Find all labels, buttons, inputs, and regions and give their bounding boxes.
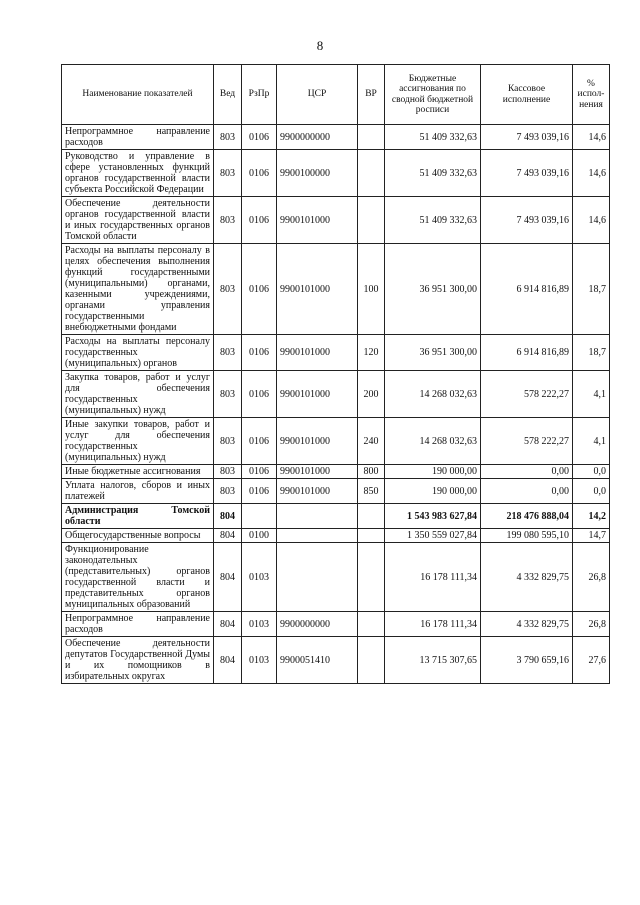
cell-rzpr: 0103 bbox=[242, 543, 277, 612]
cell-budget: 51 409 332,63 bbox=[385, 197, 481, 244]
cell-pct: 26,8 bbox=[573, 543, 610, 612]
cell-cash: 0,00 bbox=[481, 465, 573, 479]
cell-budget: 190 000,00 bbox=[385, 465, 481, 479]
table-row bbox=[62, 197, 610, 244]
cell-pct: 0,0 bbox=[573, 479, 610, 504]
cell-vr: 240 bbox=[358, 418, 385, 465]
cell-cash: 578 222,27 bbox=[481, 371, 573, 418]
header-name: Наименование показателей bbox=[62, 65, 214, 125]
cell-csr bbox=[277, 504, 358, 529]
table-body bbox=[62, 125, 610, 684]
cell-csr: 9900100000 bbox=[277, 150, 358, 197]
cell-cash: 6 914 816,89 bbox=[481, 244, 573, 335]
cell-pct: 14,7 bbox=[573, 529, 610, 543]
cell-pct: 14,6 bbox=[573, 125, 610, 150]
table-row bbox=[62, 125, 610, 150]
cell-ved: 803 bbox=[214, 197, 242, 244]
cell-pct: 0,0 bbox=[573, 465, 610, 479]
header-cash: Кассовое исполнение bbox=[481, 65, 573, 125]
cell-rzpr: 0106 bbox=[242, 125, 277, 150]
cell-csr bbox=[277, 543, 358, 612]
cell-vr bbox=[358, 504, 385, 529]
cell-csr: 9900000000 bbox=[277, 125, 358, 150]
cell-vr bbox=[358, 197, 385, 244]
cell-name: Расходы на выплаты персоналу в целях обеспечения выполнения функций государственными (муниципальными) органами, казенными учреждениями, органами управления государственными внебюджетными фондами bbox=[62, 244, 214, 335]
budget-table bbox=[61, 64, 610, 684]
cell-ved: 804 bbox=[214, 504, 242, 529]
cell-cash: 7 493 039,16 bbox=[481, 150, 573, 197]
table-row bbox=[62, 244, 610, 335]
cell-name: Расходы на выплаты персоналу государственных (муниципальных) органов bbox=[62, 335, 214, 371]
cell-budget: 16 178 111,34 bbox=[385, 543, 481, 612]
cell-budget: 13 715 307,65 bbox=[385, 637, 481, 684]
cell-cash: 4 332 829,75 bbox=[481, 612, 573, 637]
cell-cash: 578 222,27 bbox=[481, 418, 573, 465]
cell-pct: 4,1 bbox=[573, 418, 610, 465]
cell-budget: 51 409 332,63 bbox=[385, 125, 481, 150]
cell-pct: 14,2 bbox=[573, 504, 610, 529]
cell-budget: 1 350 559 027,84 bbox=[385, 529, 481, 543]
cell-csr: 9900101000 bbox=[277, 465, 358, 479]
cell-vr bbox=[358, 543, 385, 612]
cell-cash: 7 493 039,16 bbox=[481, 197, 573, 244]
cell-rzpr: 0100 bbox=[242, 529, 277, 543]
cell-name: Иные закупки товаров, работ и услуг для обеспечения государственных (муниципальных) нужд bbox=[62, 418, 214, 465]
cell-ved: 804 bbox=[214, 612, 242, 637]
cell-csr: 9900101000 bbox=[277, 418, 358, 465]
cell-rzpr: 0106 bbox=[242, 371, 277, 418]
table-row bbox=[62, 543, 610, 612]
cell-vr bbox=[358, 529, 385, 543]
cell-csr: 9900000000 bbox=[277, 612, 358, 637]
table-row bbox=[62, 637, 610, 684]
cell-rzpr: 0106 bbox=[242, 244, 277, 335]
cell-budget: 51 409 332,63 bbox=[385, 150, 481, 197]
cell-csr: 9900101000 bbox=[277, 335, 358, 371]
cell-cash: 3 790 659,16 bbox=[481, 637, 573, 684]
cell-rzpr: 0106 bbox=[242, 150, 277, 197]
table-row bbox=[62, 612, 610, 637]
cell-ved: 803 bbox=[214, 244, 242, 335]
cell-cash: 6 914 816,89 bbox=[481, 335, 573, 371]
cell-vr: 850 bbox=[358, 479, 385, 504]
cell-pct: 18,7 bbox=[573, 244, 610, 335]
cell-name: Непрограммное направление расходов bbox=[62, 612, 214, 637]
cell-vr bbox=[358, 612, 385, 637]
cell-ved: 804 bbox=[214, 637, 242, 684]
cell-vr: 800 bbox=[358, 465, 385, 479]
cell-name: Администрация Томской области bbox=[62, 504, 214, 529]
cell-vr bbox=[358, 637, 385, 684]
header-ved: Вед bbox=[214, 65, 242, 125]
cell-name: Обеспечение деятельности органов государственной власти и иных государственных органов Томской области bbox=[62, 197, 214, 244]
table-row bbox=[62, 371, 610, 418]
cell-rzpr: 0106 bbox=[242, 335, 277, 371]
cell-name: Иные бюджетные ассигнования bbox=[62, 465, 214, 479]
cell-budget: 36 951 300,00 bbox=[385, 335, 481, 371]
cell-budget: 14 268 032,63 bbox=[385, 418, 481, 465]
table-header-row bbox=[62, 65, 610, 125]
cell-vr bbox=[358, 125, 385, 150]
table-row bbox=[62, 529, 610, 543]
cell-budget: 36 951 300,00 bbox=[385, 244, 481, 335]
cell-ved: 803 bbox=[214, 479, 242, 504]
header-vr: ВР bbox=[358, 65, 385, 125]
cell-cash: 199 080 595,10 bbox=[481, 529, 573, 543]
cell-cash: 4 332 829,75 bbox=[481, 543, 573, 612]
table-row bbox=[62, 504, 610, 529]
cell-ved: 803 bbox=[214, 125, 242, 150]
cell-rzpr: 0106 bbox=[242, 479, 277, 504]
cell-rzpr bbox=[242, 504, 277, 529]
header-csr: ЦСР bbox=[277, 65, 358, 125]
cell-cash: 218 476 888,04 bbox=[481, 504, 573, 529]
header-budget: Бюджетные ассигнования по сводной бюджетной росписи bbox=[385, 65, 481, 125]
cell-rzpr: 0106 bbox=[242, 197, 277, 244]
cell-cash: 0,00 bbox=[481, 479, 573, 504]
cell-pct: 4,1 bbox=[573, 371, 610, 418]
table-row bbox=[62, 150, 610, 197]
cell-budget: 16 178 111,34 bbox=[385, 612, 481, 637]
cell-name: Обеспечение деятельности депутатов Государственной Думы и их помощников в избирательных округах bbox=[62, 637, 214, 684]
cell-pct: 27,6 bbox=[573, 637, 610, 684]
table-row bbox=[62, 479, 610, 504]
cell-budget: 190 000,00 bbox=[385, 479, 481, 504]
cell-ved: 804 bbox=[214, 543, 242, 612]
cell-csr bbox=[277, 529, 358, 543]
cell-ved: 803 bbox=[214, 418, 242, 465]
cell-rzpr: 0103 bbox=[242, 612, 277, 637]
table-row bbox=[62, 418, 610, 465]
cell-rzpr: 0103 bbox=[242, 637, 277, 684]
cell-pct: 26,8 bbox=[573, 612, 610, 637]
cell-pct: 14,6 bbox=[573, 197, 610, 244]
cell-budget: 14 268 032,63 bbox=[385, 371, 481, 418]
cell-budget: 1 543 983 627,84 bbox=[385, 504, 481, 529]
cell-vr: 120 bbox=[358, 335, 385, 371]
header-rzpr: РзПр bbox=[242, 65, 277, 125]
cell-name: Функционирование законодательных (представительных) органов государственной власти и представительных органов муниципальных образований bbox=[62, 543, 214, 612]
cell-ved: 803 bbox=[214, 465, 242, 479]
page-number: 8 bbox=[316, 38, 324, 53]
cell-ved: 804 bbox=[214, 529, 242, 543]
cell-pct: 18,7 bbox=[573, 335, 610, 371]
cell-cash: 7 493 039,16 bbox=[481, 125, 573, 150]
header-pct: % испол-нения bbox=[573, 65, 610, 125]
table-row bbox=[62, 335, 610, 371]
cell-ved: 803 bbox=[214, 371, 242, 418]
cell-vr bbox=[358, 150, 385, 197]
cell-rzpr: 0106 bbox=[242, 465, 277, 479]
cell-csr: 9900101000 bbox=[277, 479, 358, 504]
cell-csr: 9900051410 bbox=[277, 637, 358, 684]
cell-vr: 200 bbox=[358, 371, 385, 418]
cell-csr: 9900101000 bbox=[277, 244, 358, 335]
cell-pct: 14,6 bbox=[573, 150, 610, 197]
cell-ved: 803 bbox=[214, 150, 242, 197]
cell-name: Уплата налогов, сборов и иных платежей bbox=[62, 479, 214, 504]
cell-name: Руководство и управление в сфере установленных функций органов государственной власти субъекта Российской Федерации bbox=[62, 150, 214, 197]
cell-csr: 9900101000 bbox=[277, 371, 358, 418]
cell-ved: 803 bbox=[214, 335, 242, 371]
cell-rzpr: 0106 bbox=[242, 418, 277, 465]
cell-name: Общегосударственные вопросы bbox=[62, 529, 214, 543]
cell-csr: 9900101000 bbox=[277, 197, 358, 244]
cell-name: Закупка товаров, работ и услуг для обеспечения государственных (муниципальных) нужд bbox=[62, 371, 214, 418]
cell-vr: 100 bbox=[358, 244, 385, 335]
cell-name: Непрограммное направление расходов bbox=[62, 125, 214, 150]
table-row bbox=[62, 465, 610, 479]
